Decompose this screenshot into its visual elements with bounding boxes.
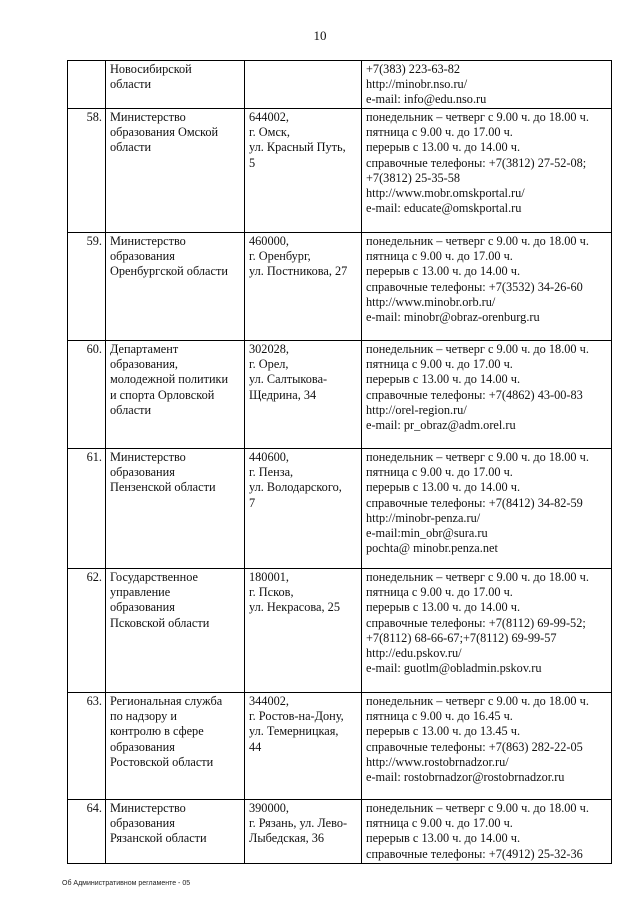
contact-info-line: перерыв с 13.00 ч. до 14.00 ч.: [366, 480, 521, 495]
contact-info-cell: [362, 800, 612, 864]
organization-name-line: области: [110, 77, 152, 92]
row-number-cell: [68, 800, 106, 864]
address-line: 390000,: [249, 801, 289, 815]
contact-info-line: перерыв с 13.00 ч. до 13.45 ч.: [366, 724, 521, 739]
contact-info-line: пятница с 9.00 ч. до 17.00 ч.: [366, 465, 513, 480]
address-cell: [245, 61, 362, 109]
address-line: г. Псков,: [249, 585, 294, 600]
address-cell: [245, 569, 362, 693]
contact-info-line: пятница с 9.00 ч. до 17.00 ч.: [366, 816, 513, 831]
organization-name-line: области: [110, 402, 152, 417]
organization-name-line: Рязанской области: [110, 831, 207, 846]
contact-info-line: перерыв с 13.00 ч. до 14.00 ч.: [366, 831, 521, 846]
address-line: 644002,: [249, 110, 289, 124]
contact-info-line: справочные телефоны: +7(3532) 34-26-60: [366, 279, 583, 294]
organization-name-line: образования Омской: [110, 125, 219, 140]
document-footer: Об Административном регламенте - 05: [62, 880, 191, 887]
organization-name-line: образования: [110, 465, 175, 480]
organization-name-line: контролю в сфере: [110, 724, 204, 739]
organization-cell: [106, 341, 245, 449]
address-line: г. Пенза,: [249, 465, 294, 480]
contact-info-line: справочные телефоны: +7(8112) 69-99-52;: [366, 615, 586, 630]
contact-info-cell: [362, 233, 612, 341]
row-number-cell: [68, 341, 106, 449]
authorities-table: [67, 60, 612, 864]
contact-info-line: http://edu.pskov.ru/: [366, 646, 462, 661]
organization-name-line: образования: [110, 600, 175, 615]
address-line: 302028,: [249, 342, 289, 356]
address-line: Лыбедская, 36: [249, 831, 325, 846]
contact-info-line: понедельник – четверг с 9.00 ч. до 18.00 ч.: [366, 694, 589, 708]
organization-name-line: Региональная служба: [110, 694, 223, 708]
address-cell: [245, 693, 362, 800]
address-line: ул. Красный Путь,: [249, 140, 346, 155]
address-line: 344002,: [249, 694, 289, 708]
contact-info-cell: [362, 693, 612, 800]
address-line: Щедрина, 34: [249, 387, 317, 402]
row-number-cell: [68, 109, 106, 233]
address-line: 44: [249, 739, 262, 754]
organization-name-line: Министерство: [110, 234, 186, 248]
contact-info-line: перерыв с 13.00 ч. до 14.00 ч.: [366, 372, 521, 387]
contact-info-line: справочные телефоны: +7(8412) 34-82-59: [366, 495, 583, 510]
row-number: 62.: [86, 570, 102, 584]
contact-info-line: справочные телефоны: +7(4862) 43-00-83: [366, 387, 583, 402]
table-row: [68, 693, 612, 800]
contact-info-line: пятница с 9.00 ч. до 17.00 ч.: [366, 357, 513, 372]
organization-cell: [106, 449, 245, 569]
contact-info-line: понедельник – четверг с 9.00 ч. до 18.00 ч.: [366, 110, 589, 124]
organization-name-line: молодежной политики: [110, 372, 229, 387]
address-line: 460000,: [249, 234, 289, 248]
contact-info-cell: [362, 341, 612, 449]
address-cell: [245, 341, 362, 449]
contact-info-line: перерыв с 13.00 ч. до 14.00 ч.: [366, 264, 521, 279]
table-row: [68, 233, 612, 341]
address-line: ул. Постникова, 27: [249, 264, 348, 279]
page-number: 10: [313, 28, 327, 43]
address-line: 440600,: [249, 450, 289, 464]
contact-info-line: e-mail: pr_obraz@adm.orel.ru: [366, 418, 516, 433]
address-line: г. Орел,: [249, 357, 289, 372]
contact-info-line: http://www.rostobrnadzor.ru/: [366, 754, 509, 769]
contact-info-line: e-mail: info@edu.nso.ru: [366, 92, 487, 107]
contact-info-line: понедельник – четверг с 9.00 ч. до 18.00 ч.: [366, 342, 589, 356]
address-line: ул. Некрасова, 25: [249, 600, 340, 615]
contact-info-cell: [362, 569, 612, 693]
address-line: г. Омск,: [249, 125, 290, 140]
organization-name-line: Министерство: [110, 801, 186, 815]
organization-name-line: Ростовской области: [110, 754, 214, 769]
contact-info-line: понедельник – четверг с 9.00 ч. до 18.00 ч.: [366, 450, 589, 464]
organization-name-line: образования: [110, 249, 175, 264]
organization-name-line: Пензенской области: [110, 480, 216, 495]
row-number-cell: [68, 233, 106, 341]
row-number: 61.: [86, 450, 102, 464]
address-line: г. Ростов-на-Дону,: [249, 709, 344, 724]
address-line: 5: [249, 155, 256, 170]
table-row: [68, 341, 612, 449]
contact-info-line: пятница с 9.00 ч. до 17.00 ч.: [366, 249, 513, 264]
organization-name-line: Новосибирской: [110, 62, 192, 76]
contact-info-line: пятница с 9.00 ч. до 16.45 ч.: [366, 709, 513, 724]
organization-cell: [106, 800, 245, 864]
contact-info-line: перерыв с 13.00 ч. до 14.00 ч.: [366, 600, 521, 615]
contact-info-line: справочные телефоны: +7(4912) 25-32-36: [366, 846, 583, 861]
table-row: [68, 109, 612, 233]
table-row: [68, 800, 612, 864]
contact-info-line: e-mail: rostobrnadzor@rostobrnadzor.ru: [366, 770, 565, 785]
contact-info-cell: [362, 61, 612, 109]
contact-info-line: +7(3812) 25-35-58: [366, 170, 461, 185]
organization-cell: [106, 109, 245, 233]
row-number-cell: [68, 61, 106, 109]
organization-name-line: Псковской области: [110, 615, 210, 630]
organization-name-line: по надзору и: [110, 709, 177, 724]
table-row: [68, 449, 612, 569]
contact-info-line: пятница с 9.00 ч. до 17.00 ч.: [366, 125, 513, 140]
organization-name-line: области: [110, 140, 152, 155]
address-line: ул. Володарского,: [249, 480, 342, 495]
contact-info-line: справочные телефоны: +7(863) 282-22-05: [366, 739, 583, 754]
organization-cell: [106, 233, 245, 341]
address-line: ул. Темерницкая,: [249, 724, 339, 739]
row-number: 58.: [86, 110, 102, 124]
address-line: ул. Салтыкова-: [249, 372, 328, 387]
row-number-cell: [68, 569, 106, 693]
organization-name-line: Оренбургской области: [110, 264, 228, 279]
contact-info-line: понедельник – четверг с 9.00 ч. до 18.00 ч.: [366, 234, 589, 248]
row-number: 60.: [86, 342, 102, 356]
row-number-cell: [68, 449, 106, 569]
address-line: 7: [249, 495, 256, 510]
organization-name-line: и спорта Орловской: [110, 387, 215, 402]
address-cell: [245, 449, 362, 569]
contact-info-line: перерыв с 13.00 ч. до 14.00 ч.: [366, 140, 521, 155]
row-number: 63.: [86, 694, 102, 708]
organization-cell: [106, 693, 245, 800]
contact-info-line: e-mail: minobr@obraz-orenburg.ru: [366, 310, 540, 325]
row-number: 59.: [86, 234, 102, 248]
address-line: г. Рязань, ул. Лево-: [249, 816, 348, 831]
contact-info-line: понедельник – четверг с 9.00 ч. до 18.00 ч.: [366, 801, 589, 815]
contact-info-line: http://minobr.nso.ru/: [366, 77, 468, 92]
table-row: [68, 569, 612, 693]
address-cell: [245, 800, 362, 864]
contact-info-line: e-mail: educate@omskportal.ru: [366, 201, 522, 216]
contact-info-line: http://www.minobr.orb.ru/: [366, 294, 496, 309]
contact-info-line: e-mail: guotlm@obladmin.pskov.ru: [366, 661, 542, 676]
address-line: 180001,: [249, 570, 289, 584]
organization-name-line: образования: [110, 739, 175, 754]
contact-info-line: справочные телефоны: +7(3812) 27-52-08;: [366, 155, 587, 170]
contact-info-line: http://orel-region.ru/: [366, 402, 467, 417]
organization-name-line: образования,: [110, 357, 178, 372]
row-number: 64.: [86, 801, 102, 815]
contact-info-line: понедельник – четверг с 9.00 ч. до 18.00 ч.: [366, 570, 589, 584]
organization-cell: [106, 569, 245, 693]
table-row: [68, 61, 612, 109]
contact-info-line: +7(8112) 68-66-67;+7(8112) 69-99-57: [366, 630, 557, 645]
organization-name-line: управление: [110, 585, 171, 600]
contact-info-cell: [362, 449, 612, 569]
contact-info-cell: [362, 109, 612, 233]
organization-name-line: Министерство: [110, 110, 186, 124]
contact-info-line: http://minobr-penza.ru/: [366, 510, 481, 525]
address-line: г. Оренбург,: [249, 249, 311, 264]
address-cell: [245, 109, 362, 233]
organization-name-line: Министерство: [110, 450, 186, 464]
organization-name-line: образования: [110, 816, 175, 831]
contact-info-line: e-mail:min_obr@sura.ru: [366, 526, 488, 541]
address-cell: [245, 233, 362, 341]
contact-info-line: http://www.mobr.omskportal.ru/: [366, 186, 525, 201]
organization-name-line: Государственное: [110, 570, 198, 584]
contact-info-line: +7(383) 223-63-82: [366, 62, 461, 76]
organization-name-line: Департамент: [110, 342, 179, 356]
table-body: [68, 61, 612, 864]
contact-info-line: pochta@ minobr.penza.net: [366, 541, 498, 556]
contact-info-line: пятница с 9.00 ч. до 17.00 ч.: [366, 585, 513, 600]
organization-cell: [106, 61, 245, 109]
row-number-cell: [68, 693, 106, 800]
